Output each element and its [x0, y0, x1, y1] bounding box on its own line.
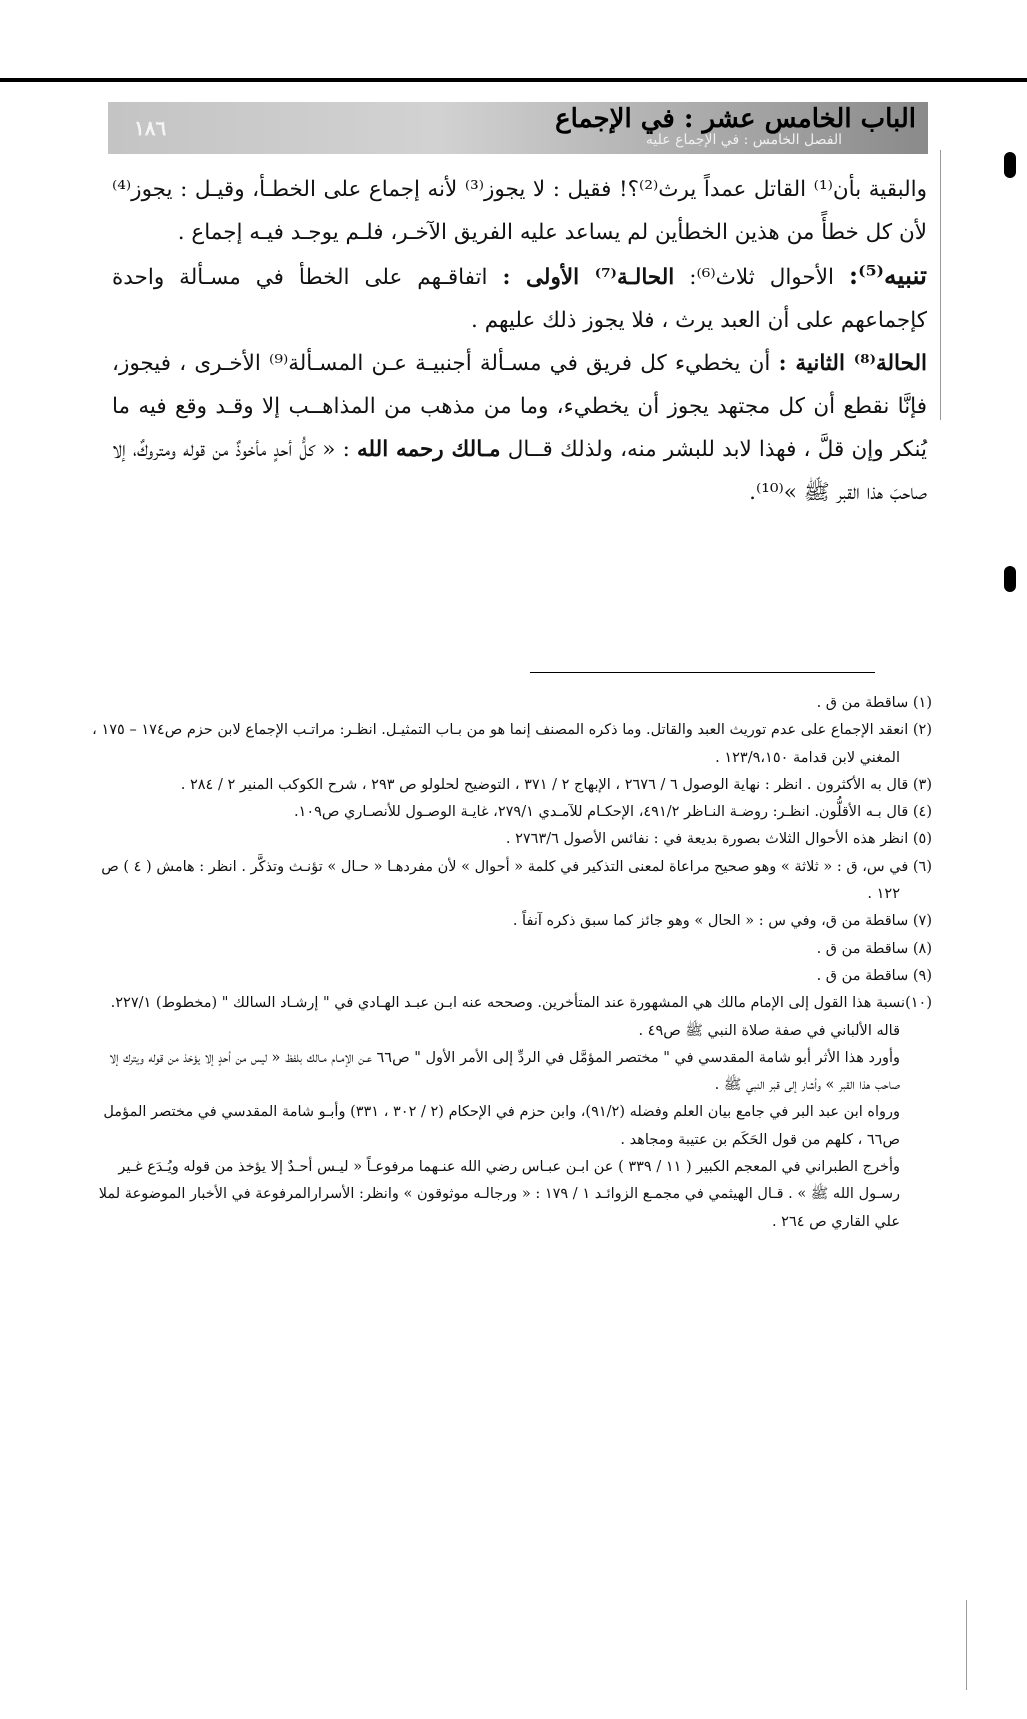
footnote: (٩) ساقطة من ق .: [816, 967, 932, 984]
section-subtitle: الفصل الخامس : في الإجماع عليه: [645, 132, 842, 148]
text-span: : « كلُّ أحدٍ مأخوذٌ من قوله ومتروكٌ، إلا صاحبَ هذا القبر ﷺ »⁽¹⁰⁾.: [112, 437, 927, 505]
footnote: (٢) انعقد الإجماع على عدم توريث العبد والقاتل. وما ذكره المصنف إنما هو من بـاب التمثيـل. انظـر: مراتـب الإجماع لابن حزم ص١٧٤ – ١٧٥ ، المغني لابن قدامة ١٢٣/٩،١٥٠ .: [92, 722, 932, 766]
footnote: (٦) في س، ق : « ثلاثة » وهو صحيح مراعاة لمعنى التذكير في كلمة « أحوال » لأن مفردهـا « حـال » تؤنـث وتذكَّر . انظر : هامش ( ٤ ) ص ١٢٢ .: [101, 858, 932, 903]
chapter-title: الباب الخامس عشر : في الإجماع: [555, 104, 916, 134]
margin-mark: [1004, 566, 1016, 592]
page-number: ١٨٦: [134, 116, 167, 140]
scan-edge-line: [966, 1600, 967, 1690]
footnote: (٥) انظر هذه الأحوال الثلاث بصورة بديعة في : نفائس الأصول ٢٧٦٣/٦ .: [505, 831, 932, 848]
footnote-continuation: ورواه ابن عبد البر في جامع بيان العلم وفضله (٩١/٢)، وابن حزم في الإحكام (٢ / ٣٠٢ ، ٣٣١) وأبـو شامة المقدسي في مختصر المؤمل ص٦٦ ، كلهم من قول الحَكَم بن عتيبة ومجاهد .: [103, 1104, 900, 1148]
paragraph: [112, 342, 927, 514]
text-span: أن يخطيء كل فريق في مسـألة أجنبيـة عـن المسـألة⁽⁹⁾ الأخـرى ، فيجوز، فإنَّا نقطع أن كل مجتهد يجوز أن يخطيء، وما من مذهب من المذاهــب إلا وقـد وقع فيه ما يُنكر وإن قلَّ ، فهذا لابد للبشر منه، ولذلك قــال: [112, 351, 928, 462]
text-span: الأحوال ثلاث⁽⁶⁾:: [674, 265, 849, 290]
footnote-continuation: وأخرج الطبراني في المعجم الكبير ( ١١ / ٣٣٩ ) عن ابـن عبـاس رضي الله عنـهما مرفوعـاً « ليـس أحـدٌ إلا يؤخذ من قوله ويُـدَع غـير رسـول الله ﷺ » . قـال الهيثمي في مجمـع الزوائـد ١ / ١٧٩ : « ورجالـه موثوقون » وانظر: الأسرارالمرفوعة في الأخبار الموضوعة لملا علي القاري ص ٢٦٤ .: [98, 1159, 900, 1230]
footnote: (٨) ساقطة من ق .: [816, 940, 932, 957]
footnote: (١٠)نسبة هذا القول إلى الإمام مالك هي المشهورة عند المتأخرين. وصححه عنه ابـن عبـد الهـادي في " إرشـاد السالك " (مخطوط) ٢٢٧/١. قاله الألباني في صفة صلاة النبي ﷺ ص٤٩ .: [110, 995, 932, 1039]
running-header: [108, 102, 928, 154]
paragraph: [112, 254, 927, 342]
footnote: (٣) قال به الأكثرون . انظر : نهاية الوصول ٦ / ٢٦٧٦ ، الإبهاج ٢ / ٣٧١ ، التوضيح لحلولو ص ٢٩٣ ، شرح الكوكب المنير ٢ / ٢٨٤ .: [180, 776, 932, 793]
footnote-continuation: وأورد هذا الأثر أبو شامة المقدسي في " مختصر المؤمَّل في الردِّ إلى الأمر الأول " ص٦٦ عـن الإمـام مـالك بلفظ « ليس من أحدٍ إلا يؤخذ من قوله ويترك إلا صاحب هذا القبر » وأشار إلى قبر النبي ﷺ .: [109, 1049, 900, 1094]
text-span: اتفاقـهم على الخطأ في مسـألة واحدة كإجماعهم على أن العبد يرث ، فلا يجوز ذلك عليهم .: [112, 265, 927, 333]
note-heading: تنبيه⁽⁵⁾:: [848, 261, 927, 290]
footnote: (١) ساقطة من ق .: [816, 695, 932, 711]
scan-edge-line: [940, 150, 941, 420]
paragraph: والبقية بأن⁽¹⁾ القاتل عمداً يرث⁽²⁾؟! فقيل : لا يجوز⁽³⁾ لأنه إجماع على الخطـأ، وقيـل : يجوز⁽⁴⁾ لأن كل خطأً من هذين الخطأين لم يساعد عليه الفريق الآخـر، فلـم يوجـد فيـه إجماع .: [112, 177, 928, 245]
footnotes: [90, 690, 932, 1236]
case-heading: الحالة⁽⁸⁾ الثانية :: [778, 351, 928, 376]
person-name: مـالك رحمه الله: [357, 437, 501, 462]
footnote: (٧) ساقطة من ق، وفي س : « الحال » وهو جائز كما سبق ذكره آنفاً .: [512, 913, 932, 930]
case-heading: الحالـة⁽⁷⁾ الأولى :: [502, 265, 675, 290]
top-rule: [0, 78, 1027, 82]
margin-mark: [1004, 152, 1016, 178]
footnote-separator: [530, 672, 875, 673]
footnote: (٤) قال بـه الأقلُّون. انظـر: روضـة النـاظر ٤٩١/٢، الإحكـام للآمـدي ٢٧٩/١، غايـة الوصـول للأنصـاري ص١٠٩.: [293, 804, 932, 821]
main-text: [112, 168, 927, 514]
